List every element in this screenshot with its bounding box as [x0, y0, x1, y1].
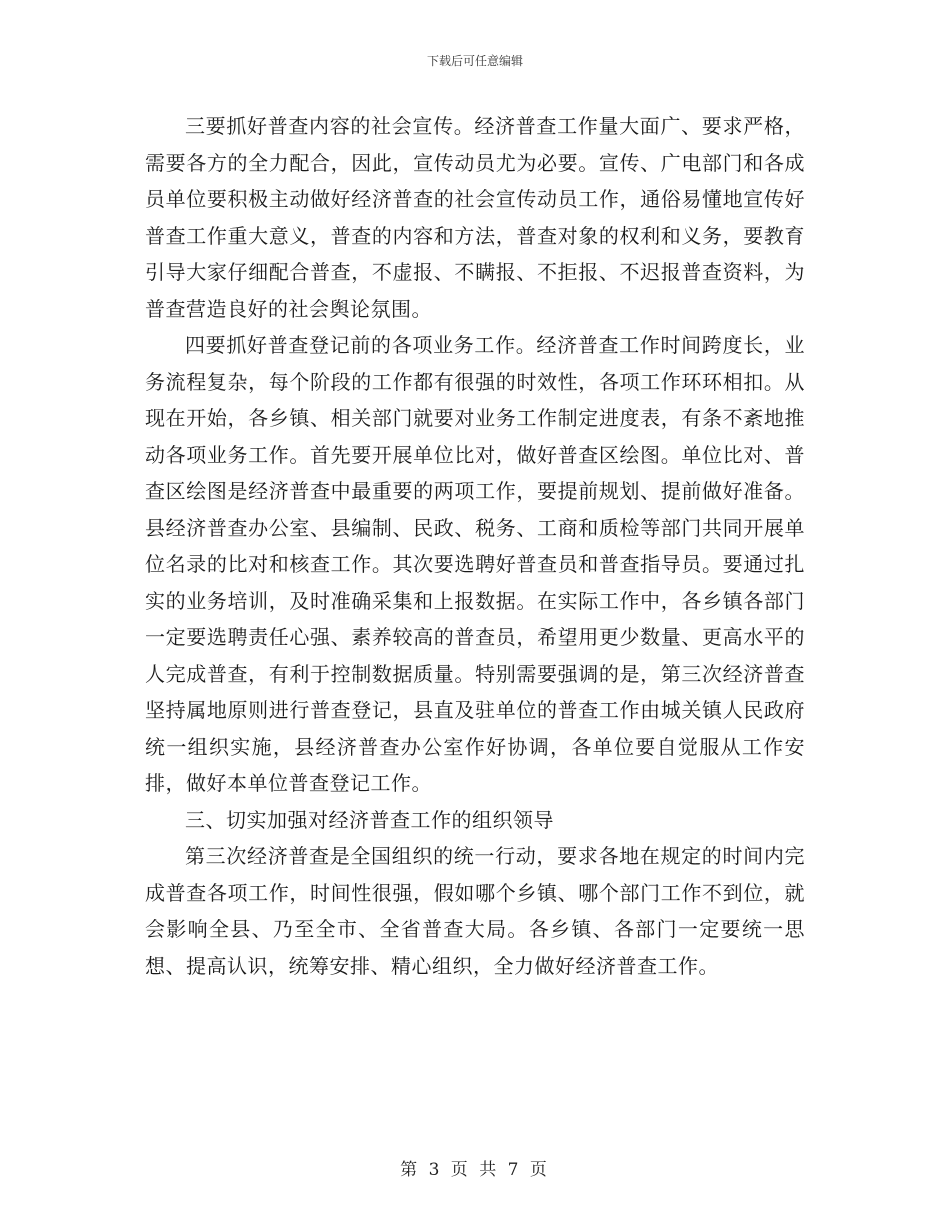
paragraph-leadership: 第三次经济普查是全国组织的统一行动，要求各地在规定的时间内完成普查各项工作，时间性很强，假如哪个乡镇、哪个部门工作不到位，就会影响全县、乃至全市、全省普查大局。各乡镇、各部门一定要统一思想、提高认识，统筹安排、精心组织，全力做好经济普查工作。: [145, 844, 805, 978]
document-body: [145, 108, 805, 984]
paragraph-preparation: 四要抓好普查登记前的各项业务工作。经济普查工作时间跨度长，业务流程复杂，每个阶段的工作都有很强的时效性，各项工作环环相扣。从现在开始，各乡镇、相关部门就要对业务工作制定进度表，有条不紊地推动各项业务工作。首先要开展单位比对，做好普查区绘图。单位比对、普查区绘图是经济普查中最重要的两项工作，要提前规划、提前做好准备。县经济普查办公室、县编制、民政、税务、工商和质检等部门共同开展单位名录的比对和核查工作。其次要选聘好普查员和普查指导员。要通过扎实的业务培训，及时准确采集和上报数据。在实际工作中，各乡镇各部门一定要选聘责任心强、素养较高的普查员，希望用更少数量、更高水平的人完成普查，有利于控制数据质量。特别需要强调的是，第三次经济普查坚持属地原则进行普查登记，县直及驻单位的普查工作由城关镇人民政府统一组织实施，县经济普查办公室作好协调，各单位要自觉服从工作安排，做好本单位普查登记工作。: [145, 333, 805, 795]
page-header-note: 下载后可任意编辑: [426, 54, 523, 68]
page-number: 第 3 页 共 7 页: [400, 1160, 550, 1180]
section-heading-leadership: 三、切实加强对经济普查工作的组织领导: [185, 807, 554, 832]
paragraph-publicity: 三要抓好普查内容的社会宣传。经济普查工作量大面广、要求严格，需要各方的全力配合，因此，宣传动员尤为必要。宣传、广电部门和各成员单位要积极主动做好经济普查的社会宣传动员工作，通俗易懂地宣传好普查工作重大意义，普查的内容和方法，普查对象的权利和义务，要教育引导大家仔细配合普查，不虚报、不瞒报、不拒报、不迟报普查资料，为普查营造良好的社会舆论氛围。: [145, 114, 805, 321]
